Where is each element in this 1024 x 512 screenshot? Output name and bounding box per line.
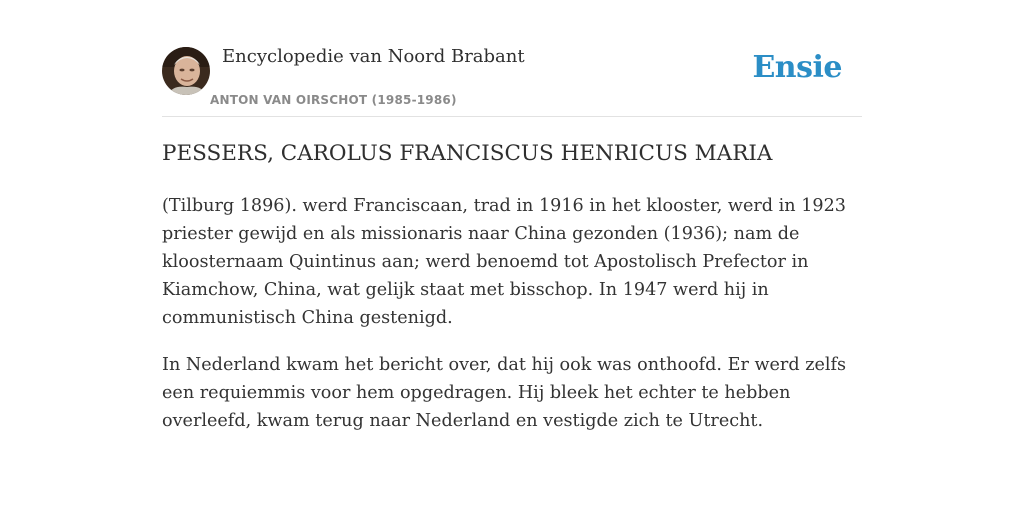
author-name[interactable]: ANTON VAN OIRSCHOT (1985-1986) <box>210 93 457 107</box>
article-title: PESSERS, CAROLUS FRANCISCUS HENRICUS MARIA <box>162 141 773 166</box>
source-name-link[interactable]: Encyclopedie van Noord Brabant <box>222 46 525 67</box>
ensie-logo[interactable]: Ensie <box>752 50 842 85</box>
article-paragraph: In Nederland kwam het bericht over, dat hij ook was onthoofd. Er werd zelfs een requiemmis voor hem opgedragen. Hij bleek het echter te hebben overleefd, kwam terug naar Nederland en vestigde zich te Utrecht. <box>162 355 847 431</box>
author-portrait-icon <box>162 47 210 95</box>
page-container <box>162 0 862 431</box>
source-header <box>162 0 862 117</box>
author-avatar[interactable] <box>162 47 210 95</box>
article-paragraph: (Tilburg 1896). werd Franciscaan, trad in 1916 in het klooster, werd in 1923 priester gewijd en als missionaris naar China gezonden (1936); nam de kloosternaam Quintinus aan; werd benoemd tot Apostolisch Prefector in Kiamchow, China, wat gelijk staat met bisschop. In 1947 werd hij in communistisch China gestenigd. <box>162 196 846 328</box>
